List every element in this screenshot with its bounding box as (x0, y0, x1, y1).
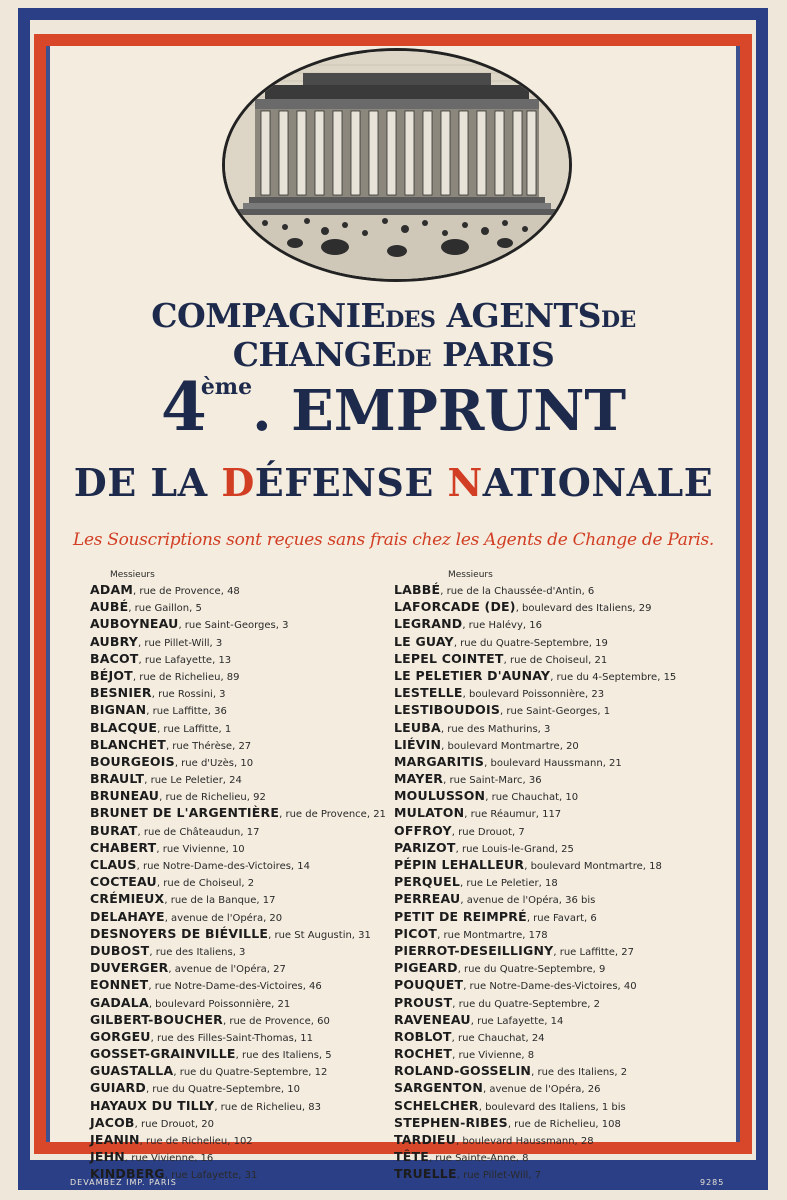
agent-address: , rue Notre-Dame-des-Victoires, 46 (148, 981, 322, 993)
agent-name: CRÉMIEUX (90, 891, 165, 907)
agent-address: , rue de Richelieu, 83 (214, 1101, 321, 1113)
agent-entry (90, 1148, 390, 1165)
agent-address: , avenue de l'Opéra, 36 bis (460, 895, 596, 907)
agent-entry (90, 719, 390, 736)
agent-name: BÉJOT (90, 667, 133, 683)
agent-address: , rue St Augustin, 31 (268, 929, 371, 941)
agent-address: , avenue de l'Opéra, 26 (482, 1084, 601, 1096)
agent-address: , rue Réaumur, 117 (464, 809, 562, 821)
printer-credit: DEVAMBEZ IMP. PARIS (70, 1178, 177, 1187)
agent-name: SCHELCHER (394, 1097, 479, 1113)
agent-name: AUBÉ (90, 599, 129, 615)
agent-address: , rue Lafayette, 13 (138, 654, 232, 666)
agent-address: , rue Laffitte, 1 (157, 723, 232, 735)
agent-name: BURAT (90, 822, 138, 838)
agent-address: , rue de la Chaussée-d'Antin, 6 (440, 586, 595, 597)
agent-address: , rue des Mathurins, 3 (440, 723, 551, 735)
agent-address: , rue de Richelieu, 89 (132, 671, 240, 683)
agent-entry (394, 804, 714, 821)
agent-entry (90, 615, 390, 632)
inner-blue-line-right (736, 46, 740, 1142)
agent-name: LAFORCADE (DE) (394, 599, 516, 615)
agent-name: LE PELETIER D'AUNAY (394, 667, 551, 683)
agent-name: DUVERGER (90, 960, 169, 976)
agent-entry (90, 753, 390, 770)
agent-address: , boulevard Montmartre, 20 (441, 740, 579, 752)
agent-address: , rue de Provence, 48 (132, 586, 240, 597)
agent-name: JACOB (90, 1114, 135, 1130)
agent-name: BIGNAN (90, 702, 147, 718)
agent-address: , rue Saint-Marc, 36 (443, 775, 542, 787)
agent-address: , rue Laffitte, 27 (553, 946, 634, 958)
agent-address: , boulevard Haussmann, 21 (484, 757, 622, 769)
company-title: COMPAGNIEDES AGENTSDE CHANGEDE PARIS (151, 296, 636, 374)
agent-name: GADALA (90, 994, 149, 1010)
agent-name: GILBERT-BOUCHER (90, 1011, 223, 1027)
agent-address: , boulevard des Italiens, 1 bis (478, 1101, 626, 1113)
agent-address: , rue de Choiseul, 2 (156, 878, 255, 890)
agent-entry (90, 856, 390, 873)
agent-entry (90, 787, 390, 804)
agent-address: , rue du 4-Septembre, 15 (550, 671, 677, 683)
agent-entry (90, 822, 390, 839)
agent-address: , rue Lafayette, 31 (164, 1170, 258, 1182)
agent-address: , rue Vivienne, 10 (156, 843, 245, 855)
agent-name: BLACQUE (90, 719, 158, 735)
agent-entry (394, 1097, 714, 1114)
agent-address: , rue Chauchat, 24 (451, 1032, 545, 1044)
agent-address: , rue Vivienne, 16 (124, 1153, 214, 1165)
agent-entry (394, 994, 714, 1011)
agent-name: MULATON (394, 805, 465, 821)
agent-address: , rue des Italiens, 3 (149, 946, 246, 958)
agent-name: STEPHEN-RIBES (394, 1114, 508, 1130)
agent-name: JEANIN (90, 1132, 140, 1147)
agent-name: MOULUSSON (394, 788, 486, 804)
agent-address: , rue Thérèse, 27 (165, 740, 252, 752)
agent-name: BLANCHET (90, 736, 166, 752)
agent-address: , boulevard Poissonnière, 23 (462, 689, 605, 701)
agent-entry (90, 839, 390, 856)
agent-address: , rue Notre-Dame-des-Victoires, 14 (136, 861, 311, 872)
agent-entry (394, 736, 714, 753)
agent-address: , rue du Quatre-Septembre, 12 (173, 1067, 328, 1079)
agent-address: , rue Louis-le-Grand, 25 (455, 843, 574, 855)
agent-name: PIGEARD (394, 960, 458, 976)
agent-address: , rue des Filles-Saint-Thomas, 11 (150, 1032, 313, 1044)
agent-address: , rue du Quatre-Septembre, 9 (457, 964, 606, 976)
agent-name: BRUNET DE L'ARGENTIÈRE (90, 805, 280, 821)
agent-address: , rue Halévy, 16 (462, 620, 542, 632)
bourse-building-illustration (222, 48, 572, 282)
agent-name: LABBÉ (394, 582, 441, 597)
agent-entry (90, 925, 390, 942)
agent-name: HAYAUX DU TILLY (90, 1097, 215, 1113)
agent-name: CHABERT (90, 839, 157, 855)
agent-name: LE GUAY (394, 633, 454, 649)
agent-entry (394, 701, 714, 718)
agent-entry (90, 976, 390, 993)
agent-entry (394, 1148, 714, 1165)
agent-name: LESTIBOUDOIS (394, 702, 501, 718)
loan-title: 4ème. EMPRUNT (160, 368, 627, 446)
agents-list-left (90, 569, 390, 1183)
agent-entry (394, 1114, 714, 1131)
agent-entry (90, 598, 390, 615)
agent-entry (90, 770, 390, 787)
agent-name: GORGEU (90, 1028, 151, 1044)
agent-name: PIERROT-DESEILLIGNY (394, 942, 554, 958)
agent-name: COCTEAU (90, 874, 157, 890)
agent-address: , rue Lafayette, 14 (470, 1015, 564, 1027)
column-heading: Messieurs (110, 570, 155, 580)
agent-address: , rue Rossini, 3 (151, 689, 226, 701)
agent-name: ROCHET (394, 1046, 453, 1062)
agent-name: PETIT DE REIMPRÉ (394, 908, 527, 924)
agent-entry (90, 684, 390, 701)
inner-blue-line-left (46, 46, 50, 1142)
agent-name: PÉPIN LEHALLEUR (394, 857, 525, 872)
agent-address: , rue Saint-Georges, 3 (178, 620, 289, 632)
agent-name: AUBRY (90, 633, 138, 649)
agent-entry (394, 873, 714, 890)
agent-entry (90, 1131, 390, 1148)
agent-name: OFFROY (394, 822, 452, 838)
agent-address: , rue Pillet-Will, 3 (137, 637, 223, 649)
agent-address: , boulevard Haussmann, 28 (455, 1136, 594, 1147)
agent-name: DELAHAYE (90, 908, 165, 924)
agent-entry (90, 667, 390, 684)
agent-entry (394, 908, 714, 925)
agent-address: , rue Saint-Georges, 1 (500, 706, 611, 718)
agent-name: BOURGEOIS (90, 753, 175, 769)
print-number: 9285 (700, 1178, 725, 1187)
agent-address: , rue Pillet-Will, 7 (456, 1170, 542, 1182)
agent-entry (90, 1045, 390, 1062)
agent-entry (394, 1079, 714, 1096)
agent-entry (90, 959, 390, 976)
agent-address: , rue d'Uzès, 10 (174, 757, 254, 769)
agent-name: DUBOST (90, 942, 150, 958)
subscription-note: Les Souscriptions sont reçues sans frais chez les Agents de Change de Paris. (72, 530, 715, 550)
agent-entry (90, 1079, 390, 1096)
agent-entry (394, 787, 714, 804)
agent-entry (90, 994, 390, 1011)
agent-name: PROUST (394, 994, 453, 1010)
agent-address: , avenue de l'Opéra, 27 (168, 964, 286, 976)
agent-entry (394, 598, 714, 615)
agent-address: , rue de Provence, 60 (223, 1015, 330, 1027)
agent-name: KINDBERG (90, 1166, 165, 1182)
agent-entry (90, 1097, 390, 1114)
agent-entry (90, 873, 390, 890)
agent-entry (394, 1165, 714, 1182)
agent-address: , rue Chauchat, 10 (485, 792, 579, 804)
agent-entry (90, 736, 390, 753)
agent-entry (90, 1165, 390, 1182)
agent-name: GUASTALLA (90, 1063, 174, 1079)
agent-address: , boulevard Poissonnière, 21 (148, 998, 291, 1010)
agent-address: , rue du Quatre-Septembre, 19 (453, 637, 608, 649)
agent-name: ROBLOT (394, 1028, 452, 1044)
agent-name: PERQUEL (394, 874, 461, 890)
agent-name: MAYER (394, 771, 444, 787)
agent-entry (90, 1114, 390, 1131)
agent-address: , rue Vivienne, 8 (452, 1050, 535, 1062)
agent-entry (394, 719, 714, 736)
defense-nationale-title: DE LA DÉFENSE NATIONALE (73, 460, 714, 505)
agent-name: LIÉVIN (394, 736, 442, 752)
agent-name: LEUBA (394, 719, 441, 735)
agent-address: , rue de Richelieu, 92 (159, 792, 266, 804)
agent-entry (90, 581, 390, 598)
agent-name: MARGARITIS (394, 753, 485, 769)
agent-address: , rue Favart, 6 (526, 912, 597, 924)
agent-address: , boulevard des Italiens, 29 (515, 603, 652, 615)
agent-address: , rue de Richelieu, 108 (507, 1118, 621, 1130)
agent-entry (394, 650, 714, 667)
agent-entry (394, 822, 714, 839)
agent-name: GUIARD (90, 1080, 146, 1096)
agent-entry (394, 753, 714, 770)
agent-name: TARDIEU (394, 1132, 456, 1147)
agent-entry (394, 770, 714, 787)
agent-name: GOSSET-GRAINVILLE (90, 1046, 236, 1062)
agent-entry (394, 667, 714, 684)
agent-name: BESNIER (90, 685, 152, 701)
agent-address: , rue des Italiens, 5 (235, 1050, 332, 1062)
agent-name: EONNET (90, 977, 149, 993)
agent-address: , rue Notre-Dame-des-Victoires, 40 (463, 981, 637, 993)
agent-entry (394, 1131, 714, 1148)
agent-address: , rue Drouot, 20 (134, 1118, 214, 1130)
agent-entry (394, 1011, 714, 1028)
agent-address: , rue du Quatre-Septembre, 10 (145, 1084, 300, 1096)
agent-entry (394, 1045, 714, 1062)
agent-entry (90, 633, 390, 650)
agent-name: DESNOYERS DE BIÉVILLE (90, 925, 269, 941)
agent-entry (394, 925, 714, 942)
agent-entry (394, 684, 714, 701)
agent-address: , rue Drouot, 7 (451, 826, 525, 838)
agent-name: ADAM (90, 582, 133, 597)
agent-address: , rue de la Banque, 17 (164, 895, 276, 907)
agent-entry (394, 976, 714, 993)
agent-entry (90, 701, 390, 718)
agent-name: TÊTE (394, 1149, 429, 1165)
agent-address: , rue de Provence, 21 (279, 809, 386, 821)
column-heading: Messieurs (448, 570, 493, 580)
agent-name: CLAUS (90, 857, 137, 872)
agent-name: BRAULT (90, 771, 145, 787)
agent-entry (90, 1028, 390, 1045)
agent-address: , rue Laffitte, 36 (146, 706, 227, 718)
agent-entry (394, 581, 714, 598)
agent-name: ROLAND-GOSSELIN (394, 1063, 532, 1079)
agent-entry (90, 1011, 390, 1028)
agent-entry (90, 804, 390, 821)
agent-address: , rue de Choiseul, 21 (503, 654, 608, 666)
agent-entry (90, 942, 390, 959)
agent-entry (90, 890, 390, 907)
agent-address: , rue des Italiens, 2 (531, 1067, 628, 1079)
agent-name: JEHN (90, 1149, 125, 1165)
agents-list-right (394, 569, 714, 1183)
agent-address: , rue Gaillon, 5 (128, 603, 202, 615)
agent-name: AUBOYNEAU (90, 616, 179, 632)
agent-entry (394, 942, 714, 959)
agent-address: , avenue de l'Opéra, 20 (164, 912, 283, 924)
agent-name: LEPEL COINTET (394, 650, 504, 666)
agent-entry (90, 1062, 390, 1079)
agent-entry (394, 856, 714, 873)
agent-entry (394, 959, 714, 976)
agent-name: SARGENTON (394, 1080, 483, 1096)
agent-name: BACOT (90, 650, 139, 666)
agent-name: RAVENEAU (394, 1011, 471, 1027)
agent-address: , rue de Richelieu, 102 (139, 1136, 253, 1147)
agent-entry (90, 650, 390, 667)
agent-address: , rue Le Peletier, 18 (460, 878, 558, 890)
agent-entry (394, 615, 714, 632)
agent-address: , rue Sainte-Anne, 8 (428, 1153, 529, 1165)
agent-entry (394, 633, 714, 650)
agent-name: LESTELLE (394, 685, 463, 701)
agent-name: POUQUET (394, 977, 464, 993)
agent-entry (394, 839, 714, 856)
agent-name: TRUELLE (394, 1166, 457, 1182)
agent-entry (394, 890, 714, 907)
agent-name: PERREAU (394, 891, 461, 907)
agent-entry (394, 1028, 714, 1045)
agent-address: , boulevard Montmartre, 18 (524, 861, 662, 872)
agent-address: , rue Montmartre, 178 (437, 929, 548, 941)
agent-entry (90, 908, 390, 925)
agent-name: PARIZOT (394, 839, 456, 855)
agent-name: BRUNEAU (90, 788, 160, 804)
agent-entry (394, 1062, 714, 1079)
agent-address: , rue du Quatre-Septembre, 2 (452, 998, 600, 1010)
agent-name: PICOT (394, 925, 438, 941)
agent-name: LEGRAND (394, 616, 463, 632)
agent-address: , rue de Châteaudun, 17 (137, 826, 260, 838)
agent-address: , rue Le Peletier, 24 (144, 775, 242, 787)
